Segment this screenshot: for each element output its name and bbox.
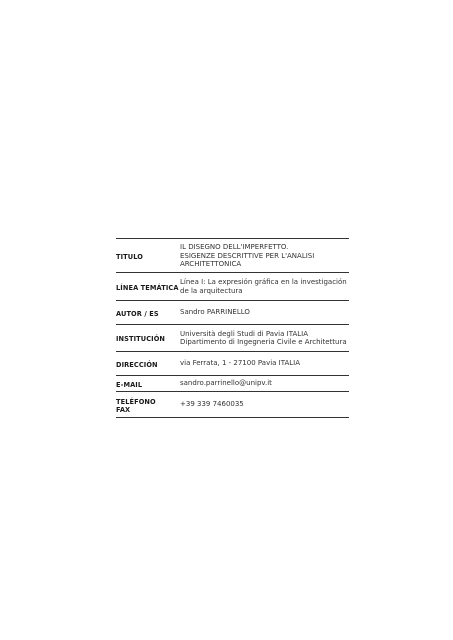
field-row-autor: [116, 301, 349, 325]
field-value-line: Dipartimento di Ingegneria Civile e Architettura: [180, 338, 347, 346]
field-value-line: via Ferrata, 1 - 27100 Pavia ITALIA: [180, 359, 301, 368]
field-label-text: DIRECCIÓN: [116, 360, 158, 369]
field-value-line: sandro.parrinello@unipv.it: [180, 379, 272, 388]
field-value-email: [180, 376, 349, 392]
field-value-line: Sandro PARRINELLO: [180, 308, 250, 317]
field-label-text: AUTOR / ES: [116, 309, 159, 318]
field-row-email: [116, 376, 349, 392]
field-label-email: [116, 376, 180, 392]
field-row-titulo: [116, 239, 349, 273]
field-value-direccion: [180, 352, 349, 376]
field-value-autor: [180, 301, 349, 325]
field-value-institucion: [180, 325, 349, 352]
field-row-institucion: [116, 325, 349, 352]
field-label-direccion: [116, 352, 180, 376]
field-value-line: Línea I: La expresión gráfica en la investigación: [180, 278, 347, 287]
field-label-text: INSTITUCIÓN: [116, 335, 166, 343]
field-label-text: TELÉFONO: [116, 397, 156, 406]
field-value-linea-tematica: [180, 273, 349, 301]
field-label-text: TITULO: [116, 252, 143, 261]
field-value-telefono-fax: [180, 392, 349, 418]
field-row-direccion: [116, 352, 349, 376]
field-label-telefono-fax: [116, 392, 180, 418]
field-value-line: de la arquitectura: [180, 286, 243, 295]
field-value-line: IL DISEGNO DELL'IMPERFETTO.: [180, 243, 289, 252]
field-label-institucion: [116, 325, 180, 352]
field-value-line: ARCHITETTONICA: [180, 260, 242, 269]
field-value-titulo: [180, 239, 349, 273]
field-value-line: Università degli Studi di Pavia ITALIA: [180, 329, 308, 338]
field-label-text: FAX: [116, 405, 131, 414]
submission-info-table: [116, 238, 349, 418]
field-label-text: E-MAIL: [116, 380, 143, 389]
field-row-linea-tematica: [116, 273, 349, 301]
field-value-line: +39 339 7460035: [180, 400, 244, 409]
field-value-line: ESIGENZE DESCRITTIVE PER L'ANALISI: [180, 251, 315, 260]
field-row-telefono-fax: [116, 392, 349, 418]
field-label-titulo: [116, 239, 180, 273]
field-label-linea-tematica: [116, 273, 180, 301]
field-label-autor: [116, 301, 180, 325]
field-label-text: LÍNEA TEMÁTICA: [116, 283, 179, 292]
